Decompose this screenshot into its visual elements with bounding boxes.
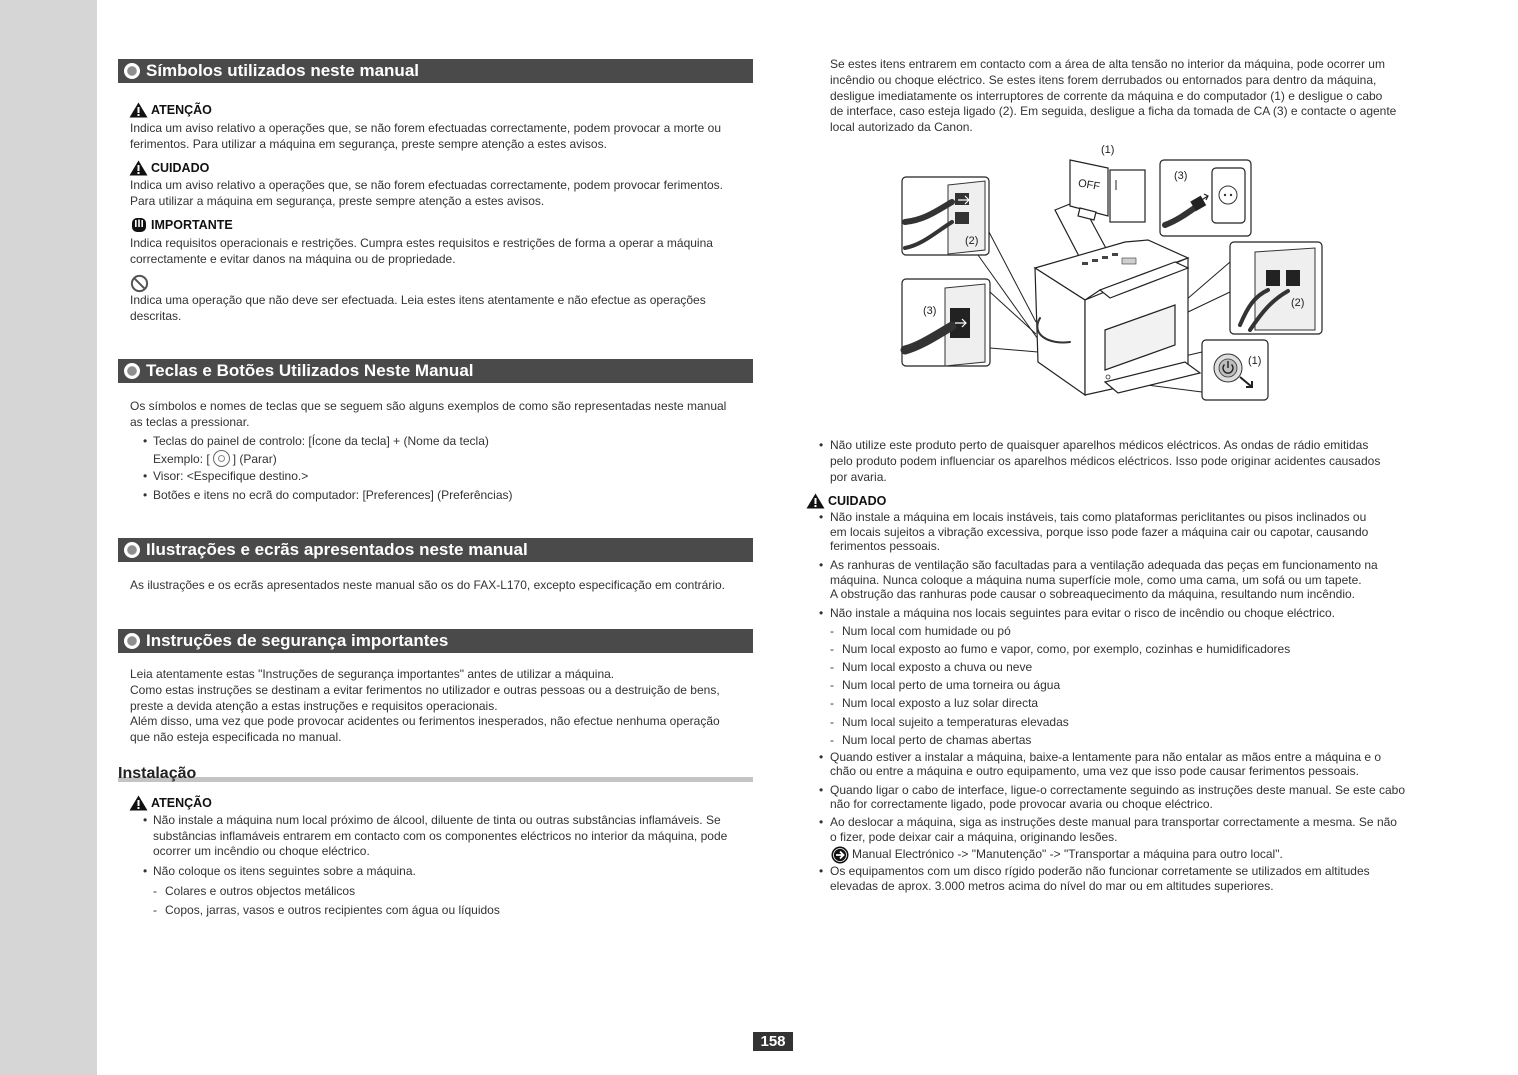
- jack-panel: [1255, 248, 1315, 330]
- location-item: - Num local exposto a chuva ou neve: [842, 659, 1032, 675]
- warning-icon: [129, 795, 148, 811]
- callout-line: [989, 232, 1036, 322]
- manual-reference-icon: [831, 846, 849, 864]
- safety-intro: Leia atentamente estas "Instruções de segurança importantes" antes de utilizar a máquina. Como estas instruções se destinam a evitar ferimentos no utilizador e outras pessoas ou a destruição de bens, preste a devida atenção a estas instruções e requisitos operacionais. Além disso, uma vez que pode provocar acidentes ou ferimentos inesperados, não efectue nenhuma operação que não esteja especificada no manual.: [130, 667, 720, 745]
- example-prefix: Exemplo: [: [153, 452, 210, 466]
- warning-icon: [129, 102, 148, 118]
- callout-line: [990, 348, 1038, 352]
- continued-text: Se estes itens entrarem em contacto com a área de alta tensão no interior da máquina, pode ocorrer um incêndio ou choque eléctrico. Se estes itens forem derrubados ou entornados para dentro da máquina, desligue imediatamente os interruptores de corrente da máquina e do computador (1) e desligue o cabo de interface, caso esteja ligado (2). Em seguida, desligue a ficha da tomada de CA (3) e contacte o agente local autorizado da Canon.: [830, 57, 1397, 134]
- caution-icon: [129, 160, 148, 176]
- section-bullet-icon: [124, 363, 140, 379]
- installation-heading: Instalação: [118, 765, 197, 782]
- outlet-hole: [1230, 194, 1232, 196]
- page-number: 158: [753, 1032, 793, 1051]
- keys-bullet-display: • Visor: <Especifique destino.>: [153, 468, 308, 484]
- callout-line: [990, 292, 1036, 334]
- caution-bullet: • Quando estiver a instalar a máquina, baixe-a lentamente para não entalar as mãos entre a máquina e o chão ou entre a máquina e outro equipamento, uma vez que isso pode causar ferimentos pessoais.: [830, 750, 1381, 778]
- caution-label: CUIDADO: [151, 161, 210, 175]
- figure-label-3: (3): [1174, 170, 1188, 182]
- location-item: - Num local perto de uma torneira ou água: [842, 677, 1060, 693]
- panel-button: [1102, 256, 1108, 259]
- off-label: OFF: [1077, 177, 1101, 193]
- installation-heading-rule: [118, 777, 753, 782]
- installation-caution-label: CUIDADO: [828, 494, 887, 508]
- location-item: - Num local sujeito a temperaturas elevadas: [842, 714, 1069, 730]
- power-button-dot: [1106, 375, 1110, 379]
- location-item: - Num local exposto ao fumo e vapor, como, por exemplo, cozinhas e humidificadores: [842, 641, 1290, 657]
- caution-bullet: • Quando ligar o cabo de interface, ligue-o correctamente seguindo as instruções deste manual. Se este cabo não for correctamente ligado, pode provocar avaria ou choque eléctrico.: [830, 783, 1405, 811]
- callout-line: [1186, 262, 1230, 300]
- keys-bullet-panel: • Teclas do painel de controlo: [Ícone da tecla] + (Nome da tecla): [153, 433, 489, 449]
- figure-label-3: (3): [923, 305, 937, 317]
- section-header-symbols: [118, 59, 753, 83]
- power-switch-detail: [1202, 340, 1268, 400]
- caution-bullet: • Os equipamentos com um disco rígido poderão não funcionar corretamente se utilizados em altitudes elevadas de aprox. 3.000 metros acima do nível do mar ou em altitudes superiores.: [830, 864, 1370, 894]
- panel-button: [1082, 262, 1088, 265]
- section-bullet-icon: [124, 63, 140, 79]
- prohibited-description: Indica uma operação que não deve ser efectuada. Leia estes itens atentamente e não efectue as operações descritas.: [130, 293, 706, 323]
- lan-port: [955, 212, 969, 224]
- caution-bullet: • Não instale a máquina em locais instáveis, tais como plataformas periclitantes ou pisos inclinados ou em locais sujeitos a vibração excessiva, porque isso pode fazer a máquina cair ou capotar, causando ferimentos pessoais.: [830, 510, 1368, 554]
- usb-port: [955, 193, 969, 205]
- panel-button: [1112, 253, 1118, 256]
- line-jack: [1286, 270, 1300, 286]
- interface-cable-detail-right: [1230, 242, 1322, 334]
- wall-outlet-detail: [1160, 160, 1251, 236]
- panel-button: [1092, 259, 1098, 262]
- warning-description: Indica um aviso relativo a operações que, se não forem efectuadas correctamente, podem provocar a morte ou ferimentos. Para utilizar a máquina em segurança, preste sempre atenção a estes avisos.: [130, 121, 721, 151]
- disconnect-illustration: [895, 138, 1330, 406]
- section-bullet-icon: [124, 542, 140, 558]
- power-cord-detail: [902, 279, 990, 366]
- outlet-socket: [1219, 186, 1237, 204]
- example-suffix: ] (Parar): [232, 452, 277, 466]
- location-item: - Num local exposto a luz solar directa: [842, 695, 1038, 711]
- medical-bullet: • Não utilize este produto perto de quaisquer aparelhos médicos eléctricos. As ondas de rádio emitidas pelo produto podem influenciar os aparelhos médicos eléctricos. Isso pode originar acidentes causados por avaria.: [830, 437, 1380, 485]
- important-description: Indica requisitos operacionais e restrições. Cumpra estes requisitos e restrições de forma a operar a máquina correctamente e evitar danos na máquina ou de propriedade.: [130, 236, 713, 266]
- installation-bullet: • Não coloque os itens seguintes sobre a máquina.: [153, 863, 416, 879]
- location-item: - Num local com humidade ou pó: [842, 623, 1011, 639]
- important-label: IMPORTANTE: [151, 218, 233, 232]
- callout-line: [1188, 292, 1230, 312]
- item-on-machine: - Copos, jarras, vasos e outros recipientes com água ou líquidos: [165, 902, 500, 918]
- caution-bullet: • As ranhuras de ventilação são facultadas para a ventilação adequada das peças em funcionamento na máquina. Nunca coloque a máquina numa superfície mole, como uma cama, um sofá ou um tapete. A obstrução das ranhuras pode causar o sobreaquecimento da máquina, resultando num incêndio.: [830, 558, 1378, 602]
- stop-key-icon: [213, 450, 230, 467]
- figure-label-2: (2): [1291, 297, 1305, 309]
- keys-example: [153, 450, 277, 467]
- caution-icon: [806, 493, 825, 509]
- section-header-keys: [118, 359, 753, 383]
- panel-display: [1122, 258, 1136, 264]
- section-bullet-icon: [124, 633, 140, 649]
- outlet-hole: [1224, 194, 1226, 196]
- manual-reference: Manual Electrónico -> "Manutenção" -> "Transportar a máquina para outro local".: [852, 847, 1283, 861]
- caution-description: Indica um aviso relativo a operações que, se não forem efectuadas correctamente, podem provocar ferimentos. Para utilizar a máquina em segurança, preste sempre atenção a estes avisos.: [130, 178, 723, 208]
- important-hand-icon: [131, 217, 147, 233]
- page-sidebar: [0, 0, 97, 1075]
- figure-label-1: (1): [1101, 144, 1115, 156]
- installation-warning-label: ATENÇÃO: [151, 796, 212, 810]
- section-title: Teclas e Botões Utilizados Neste Manual: [146, 361, 474, 380]
- caution-bullet: • Não instale a máquina nos locais seguintes para evitar o risco de incêndio ou choque eléctrico.: [830, 605, 1335, 621]
- line-jack: [1266, 270, 1280, 286]
- illustrations-text: As ilustrações e os ecrãs apresentados neste manual são os do FAX-L170, excepto especificação em contrário.: [130, 578, 725, 592]
- installation-bullet: • Não instale a máquina num local próximo de álcool, diluente de tinta ou outras substâncias inflamáveis. Se substâncias inflamáveis entrarem em contacto com os componentes eléctricos no interior da máquina, pode ocorrer um incêndio ou choque eléctrico.: [153, 813, 727, 860]
- section-title: Ilustrações e ecrãs apresentados neste manual: [146, 540, 528, 559]
- section-header-illustrations: [118, 538, 753, 562]
- interface-cable-detail: [902, 177, 989, 255]
- prohibited-icon: [130, 274, 149, 293]
- section-header-safety: [118, 629, 753, 653]
- caution-bullet: • Ao deslocar a máquina, siga as instruções deste manual para transportar correctamente a mesma. Se não o fizer, pode deixar cair a máquina, originando lesões.: [830, 815, 1397, 845]
- figure-label-2: (2): [965, 235, 979, 247]
- item-on-machine: - Colares e outros objectos metálicos: [165, 883, 355, 899]
- keys-bullet-computer: • Botões e itens no ecrã do computador: [Preferences] (Preferências): [153, 487, 513, 503]
- section-title: Instruções de segurança importantes: [146, 631, 449, 650]
- location-item: - Num local perto de chamas abertas: [842, 732, 1031, 748]
- section-title: Símbolos utilizados neste manual: [146, 61, 419, 80]
- keys-intro: Os símbolos e nomes de teclas que se seguem são alguns exemplos de como são representadas neste manual as teclas a pressionar.: [130, 399, 727, 429]
- warning-label: ATENÇÃO: [151, 103, 212, 117]
- computer: [1070, 144, 1145, 222]
- figure-label-1: (1): [1248, 355, 1262, 367]
- computer-tower: [1110, 170, 1145, 222]
